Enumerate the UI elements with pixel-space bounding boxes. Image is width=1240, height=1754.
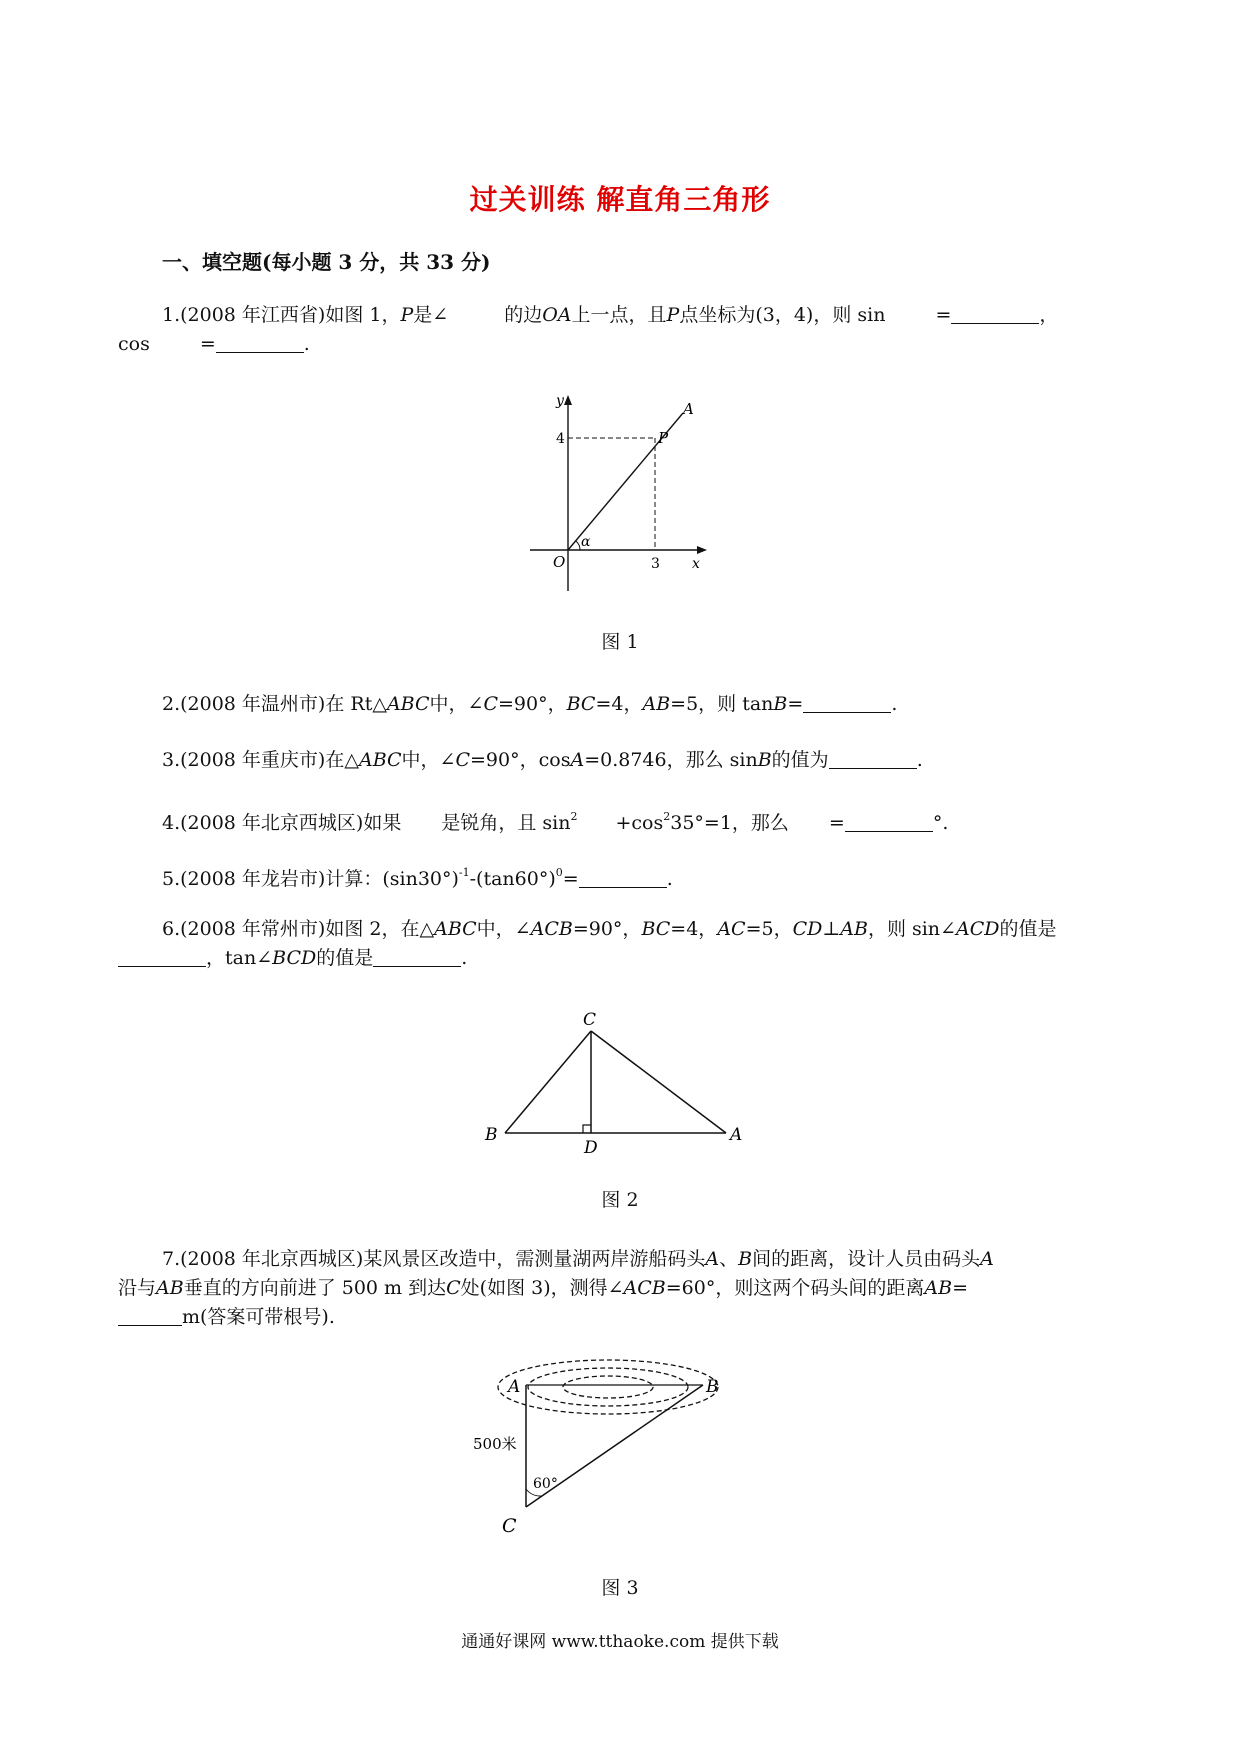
lake-ring-inner [563,1376,653,1398]
q4-text: °. [932,812,949,834]
q1-var: OA [542,304,572,326]
q6-text: . [461,947,468,969]
q7-var: A [980,1248,994,1270]
q1-text: cos [118,333,150,355]
q7-text: 沿与 [118,1277,157,1299]
figure-2 [478,1003,758,1158]
q4-superscript: 2 [663,810,671,823]
label-y: y [556,393,564,409]
question-2 [162,689,897,719]
q6-var: BCD [272,947,317,969]
q1-text: 的边 [504,304,543,326]
q7-text: 垂直的方向前进了 500 m 到达 [183,1277,447,1299]
q6-text: ，则 sin∠ [867,918,956,940]
q5-text: = [562,868,579,890]
section-heading: 一、填空题(每小题 3 分，共 33 分) [162,250,491,274]
q1-var: P [666,304,680,326]
q2-var: ABC [386,693,430,715]
q6-text: ，tan∠ [206,947,273,969]
q3-text: 中，∠ [401,749,456,771]
question-4 [162,802,948,838]
answer-blank[interactable] [373,946,461,967]
q1-text: 点坐标为(3，4)，则 sin [679,304,886,326]
q3-text: 3.(2008 年重庆市)在△ [162,749,359,771]
figure-1-caption: 图 1 [601,631,639,653]
figure-3-caption: 图 3 [601,1577,639,1599]
q1-text: 1.(2008 年江西省)如图 1， [162,304,401,326]
q6-var: ACB [530,918,573,940]
question-1-line2 [118,329,310,359]
q6-text: ⊥ [822,918,841,940]
label-a: A [683,400,694,418]
lake-ring-middle [528,1368,688,1406]
q2-text: = [787,693,804,715]
answer-blank[interactable] [579,867,667,888]
q3-text: =0.8746，那么 sin [584,749,758,771]
q6-text: 的值是 [316,947,374,969]
q6-var: ABC [434,918,477,940]
q7-var: AB [924,1277,953,1299]
question-7-line2 [118,1273,968,1303]
answer-blank[interactable] [845,811,933,832]
q2-text: . [891,693,898,715]
question-7 [162,1244,994,1274]
question-7-line3 [118,1302,335,1332]
label-d: D [584,1138,598,1158]
q4-text: +cos [615,812,664,834]
label-o: O [553,553,566,571]
q1-text: = [199,333,216,355]
q2-text: =5，则 tan [670,693,774,715]
q1-text: ， [1039,304,1059,326]
q5-text: 5.(2008 年龙岩市)计算：(sin30°) [162,868,459,890]
q7-var: C [446,1277,461,1299]
q6-var: CD [792,918,823,940]
q7-text: m(答案可带根号). [182,1306,335,1328]
q7-text: = [952,1277,968,1299]
q3-var: C [455,749,471,771]
q5-superscript: 0 [555,866,563,879]
side-ca [591,1031,726,1133]
label-60-degrees: 60° [533,1476,558,1492]
q3-text: =90°，cos [470,749,571,771]
q7-var: B [738,1248,753,1270]
q3-text: 的值为 [771,749,829,771]
q1-text: = [935,304,952,326]
right-angle-mark [583,1125,591,1133]
q2-var: AB [642,693,671,715]
q6-var: ACD [955,918,1000,940]
label-b: B [485,1125,498,1145]
q7-text: 7.(2008 年北京西城区)某风景区改造中，需测量湖两岸游船码头 [162,1248,706,1270]
answer-blank[interactable] [118,946,206,967]
q2-text: =90°， [498,693,567,715]
label-x: x [692,556,700,572]
q7-text: 间的距离，设计人员由码头 [752,1248,981,1270]
q6-var: AC [717,918,746,940]
label-a: A [508,1377,521,1397]
q4-text: 4.(2008 年北京西城区)如果 [162,812,402,834]
q6-text: =90°， [572,918,642,940]
q1-text: . [303,333,310,355]
answer-blank[interactable] [951,303,1039,324]
q6-var: BC [641,918,671,940]
y-axis-arrow [564,395,572,405]
q7-var: A [705,1248,720,1270]
q1-text: 是∠ [413,304,449,326]
label-c: C [502,1515,517,1537]
figure-2-caption: 图 2 [601,1189,639,1211]
question-1 [162,300,1058,330]
q2-text: =4， [595,693,643,715]
label-b: B [706,1377,719,1397]
q2-var: BC [566,693,596,715]
q4-text: = [828,812,845,834]
q7-var: ACB [623,1277,666,1299]
q7-text: =60°，则这两个码头间的距离 [665,1277,925,1299]
answer-blank[interactable] [216,332,304,353]
figure-1 [525,393,725,593]
question-3 [162,745,923,775]
label-a: A [730,1125,743,1145]
q1-text: 上一点，且 [571,304,667,326]
answer-blank[interactable] [803,692,891,713]
side-bc [505,1031,591,1133]
q3-var: ABC [358,749,402,771]
label-3: 3 [651,556,660,572]
q6-text: 6.(2008 年常州市)如图 2，在△ [162,918,435,940]
q2-text: 2.(2008 年温州市)在 Rt△ [162,693,387,715]
q6-text: 中，∠ [476,918,531,940]
q4-text: 35°=1，那么 [670,812,789,834]
lake-ring-outer [498,1360,718,1414]
q6-text: =5， [745,918,793,940]
q4-superscript: 2 [570,810,578,823]
q5-superscript: -1 [458,866,470,879]
q5-text: -(tan60°) [469,868,556,890]
q6-text: 的值是 [999,918,1057,940]
figure-3 [470,1355,770,1535]
x-axis-arrow [697,546,707,554]
answer-blank[interactable] [118,1305,182,1326]
q2-var: B [773,693,788,715]
q3-text: . [916,749,923,771]
label-alpha: α [581,534,591,550]
q6-text: =4， [670,918,718,940]
page-title: 过关训练 解直角三角形 [469,183,771,216]
answer-blank[interactable] [829,748,917,769]
question-5 [162,858,673,894]
label-p: P [658,429,669,447]
q7-var: AB [156,1277,184,1299]
label-500m: 500米 [473,1435,517,1453]
q2-var: C [483,693,498,715]
q4-text: 是锐角，且 sin [441,812,571,834]
question-6 [162,914,1056,944]
angle-arc [576,541,580,550]
q2-text: 中，∠ [429,693,484,715]
label-c: C [583,1010,597,1030]
question-6-line2 [118,943,467,973]
q7-text: 处(如图 3)，测得∠ [460,1277,624,1299]
q3-var: A [570,749,585,771]
label-4: 4 [556,431,565,447]
q1-var: P [400,304,414,326]
q5-text: . [666,868,673,890]
footer-source: 通通好课网 www.tthaoke.com 提供下载 [461,1632,779,1652]
q6-var: AB [840,918,868,940]
q3-var: B [757,749,772,771]
q7-text: 、 [719,1248,739,1270]
